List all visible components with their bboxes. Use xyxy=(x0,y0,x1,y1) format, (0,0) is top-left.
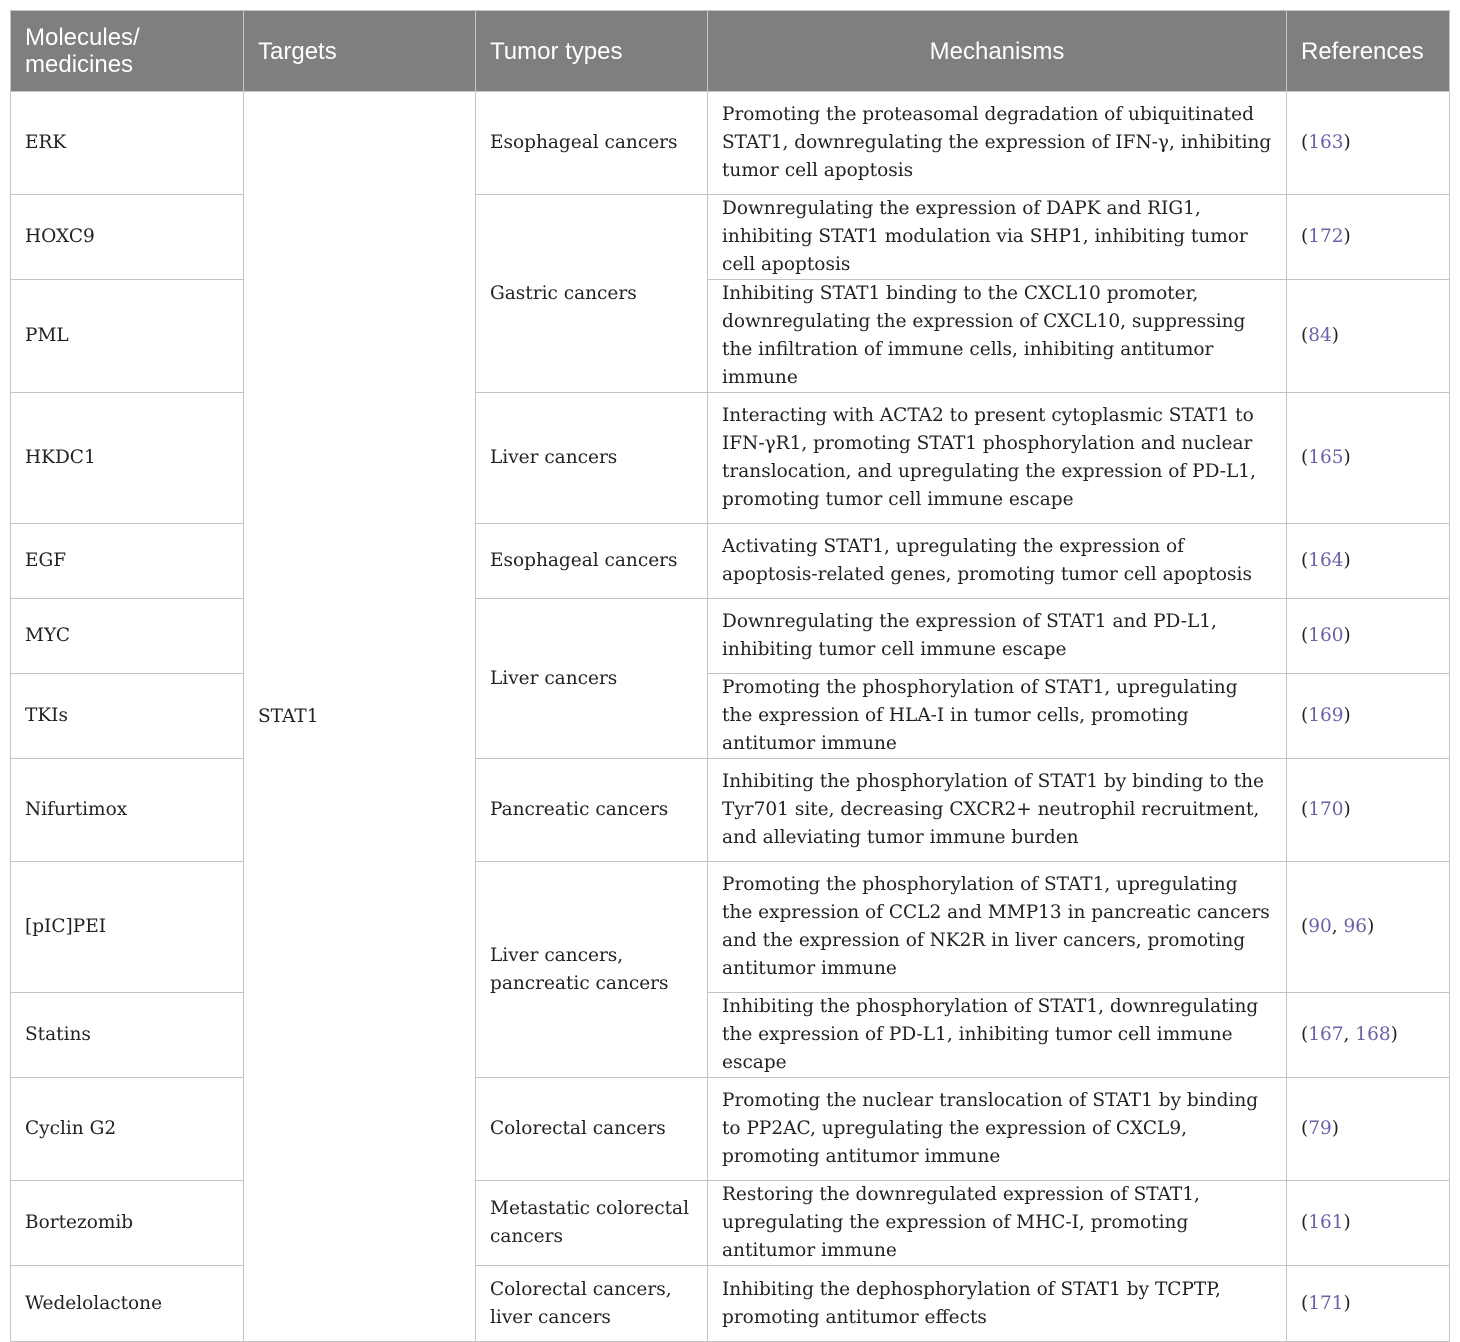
references-cell: (171) xyxy=(1287,1266,1450,1342)
table-row xyxy=(11,759,1450,862)
mechanism-cell: Activating STAT1, upregulating the expression of apoptosis-related genes, promoting tumor cell apoptosis xyxy=(708,524,1287,599)
tumor-type-cell: Liver cancers, pancreatic cancers xyxy=(476,862,708,1078)
mechanism-cell: Inhibiting the dephosphorylation of STAT1 by TCPTP, promoting antitumor effects xyxy=(708,1266,1287,1342)
table-row xyxy=(11,393,1450,524)
table-row xyxy=(11,195,1450,280)
reference-link[interactable]: 168 xyxy=(1355,1024,1391,1045)
mechanism-cell: Downregulating the expression of DAPK and RIG1, inhibiting STAT1 modulation via SHP1, inhibiting tumor cell apoptosis xyxy=(708,195,1287,280)
molecule-cell: Statins xyxy=(11,993,244,1078)
mechanism-cell: Inhibiting STAT1 binding to the CXCL10 promoter, downregulating the expression of CXCL10, suppressing the infiltration of immune cells, inhibiting antitumor immune xyxy=(708,280,1287,393)
reference-link[interactable]: 169 xyxy=(1308,705,1344,726)
references-cell: (161) xyxy=(1287,1181,1450,1266)
header-molecules: Molecules/ medicines xyxy=(11,11,244,92)
references-cell: (84) xyxy=(1287,280,1450,393)
molecule-cell: HOXC9 xyxy=(11,195,244,280)
mechanism-cell: Promoting the phosphorylation of STAT1, upregulating the expression of HLA-I in tumor cells, promoting antitumor immune xyxy=(708,674,1287,759)
mechanism-cell: Interacting with ACTA2 to present cytoplasmic STAT1 to IFN-γR1, promoting STAT1 phosphorylation and nuclear translocation, and upregulating the expression of PD-L1, promoting tumor cell immune escape xyxy=(708,393,1287,524)
reference-link[interactable]: 96 xyxy=(1343,916,1368,937)
references-cell: (90, 96) xyxy=(1287,862,1450,993)
molecule-cell: EGF xyxy=(11,524,244,599)
reference-link[interactable]: 170 xyxy=(1308,799,1344,820)
reference-link[interactable]: 160 xyxy=(1308,625,1344,646)
reference-link[interactable]: 84 xyxy=(1308,325,1332,346)
table-row xyxy=(11,1078,1450,1181)
table-row xyxy=(11,993,1450,1078)
table-row xyxy=(11,280,1450,393)
tumor-type-cell: Esophageal cancers xyxy=(476,92,708,195)
table-row xyxy=(11,862,1450,993)
mechanism-cell: Inhibiting the phosphorylation of STAT1, downregulating the expression of PD-L1, inhibiting tumor cell immune escape xyxy=(708,993,1287,1078)
tumor-type-cell: Liver cancers xyxy=(476,393,708,524)
references-cell: (167, 168) xyxy=(1287,993,1450,1078)
header-targets: Targets xyxy=(244,11,476,92)
molecule-cell: Bortezomib xyxy=(11,1181,244,1266)
molecule-cell: PML xyxy=(11,280,244,393)
tumor-type-cell: Colorectal cancers, liver cancers xyxy=(476,1266,708,1342)
references-cell: (164) xyxy=(1287,524,1450,599)
header-tumor-types: Tumor types xyxy=(476,11,708,92)
mechanism-cell: Promoting the phosphorylation of STAT1, upregulating the expression of CCL2 and MMP13 in pancreatic cancers and the expression of NK2R in liver cancers, promoting antitumor immune xyxy=(708,862,1287,993)
reference-link[interactable]: 167 xyxy=(1308,1024,1344,1045)
references-cell: (160) xyxy=(1287,599,1450,674)
tumor-type-cell: Colorectal cancers xyxy=(476,1078,708,1181)
header-row xyxy=(11,11,1450,92)
references-cell: (170) xyxy=(1287,759,1450,862)
table-row xyxy=(11,92,1450,195)
table-row xyxy=(11,1266,1450,1342)
references-cell: (172) xyxy=(1287,195,1450,280)
target-cell: STAT1 xyxy=(244,92,476,1342)
header-mechanisms: Mechanisms xyxy=(708,11,1287,92)
mechanism-cell: Inhibiting the phosphorylation of STAT1 by binding to the Tyr701 site, decreasing CXCR2+ neutrophil recruitment, and alleviating tumor immune burden xyxy=(708,759,1287,862)
references-cell: (169) xyxy=(1287,674,1450,759)
references-cell: (165) xyxy=(1287,393,1450,524)
molecule-cell: Cyclin G2 xyxy=(11,1078,244,1181)
molecule-cell: TKIs xyxy=(11,674,244,759)
mechanism-cell: Promoting the proteasomal degradation of ubiquitinated STAT1, downregulating the expression of IFN-γ, inhibiting tumor cell apoptosis xyxy=(708,92,1287,195)
reference-link[interactable]: 79 xyxy=(1308,1118,1332,1139)
molecule-cell: HKDC1 xyxy=(11,393,244,524)
table-row xyxy=(11,674,1450,759)
tumor-type-cell: Metastatic colorectal cancers xyxy=(476,1181,708,1266)
mechanism-cell: Restoring the downregulated expression of STAT1, upregulating the expression of MHC-I, promoting antitumor immune xyxy=(708,1181,1287,1266)
reference-link[interactable]: 172 xyxy=(1308,226,1344,247)
table-row xyxy=(11,1181,1450,1266)
references-cell: (79) xyxy=(1287,1078,1450,1181)
molecule-cell: ERK xyxy=(11,92,244,195)
reference-link[interactable]: 161 xyxy=(1308,1212,1344,1233)
mechanism-cell: Downregulating the expression of STAT1 and PD-L1, inhibiting tumor cell immune escape xyxy=(708,599,1287,674)
molecule-cell: Nifurtimox xyxy=(11,759,244,862)
tumor-type-cell: Gastric cancers xyxy=(476,195,708,393)
mechanism-cell: Promoting the nuclear translocation of STAT1 by binding to PP2AC, upregulating the expression of CXCL9, promoting antitumor immune xyxy=(708,1078,1287,1181)
reference-link[interactable]: 164 xyxy=(1308,550,1344,571)
molecule-cell: Wedelolactone xyxy=(11,1266,244,1342)
tumor-type-cell: Esophageal cancers xyxy=(476,524,708,599)
header-references: References xyxy=(1287,11,1450,92)
tumor-type-cell: Pancreatic cancers xyxy=(476,759,708,862)
molecule-cell: MYC xyxy=(11,599,244,674)
molecule-cell: [pIC]PEI xyxy=(11,862,244,993)
table-row xyxy=(11,524,1450,599)
table-row xyxy=(11,599,1450,674)
reference-link[interactable]: 165 xyxy=(1308,447,1344,468)
references-cell: (163) xyxy=(1287,92,1450,195)
reference-link[interactable]: 163 xyxy=(1308,132,1344,153)
tumor-type-cell: Liver cancers xyxy=(476,599,708,759)
stat1-table xyxy=(10,10,1450,1342)
reference-link[interactable]: 90 xyxy=(1308,916,1332,937)
reference-link[interactable]: 171 xyxy=(1308,1292,1344,1314)
